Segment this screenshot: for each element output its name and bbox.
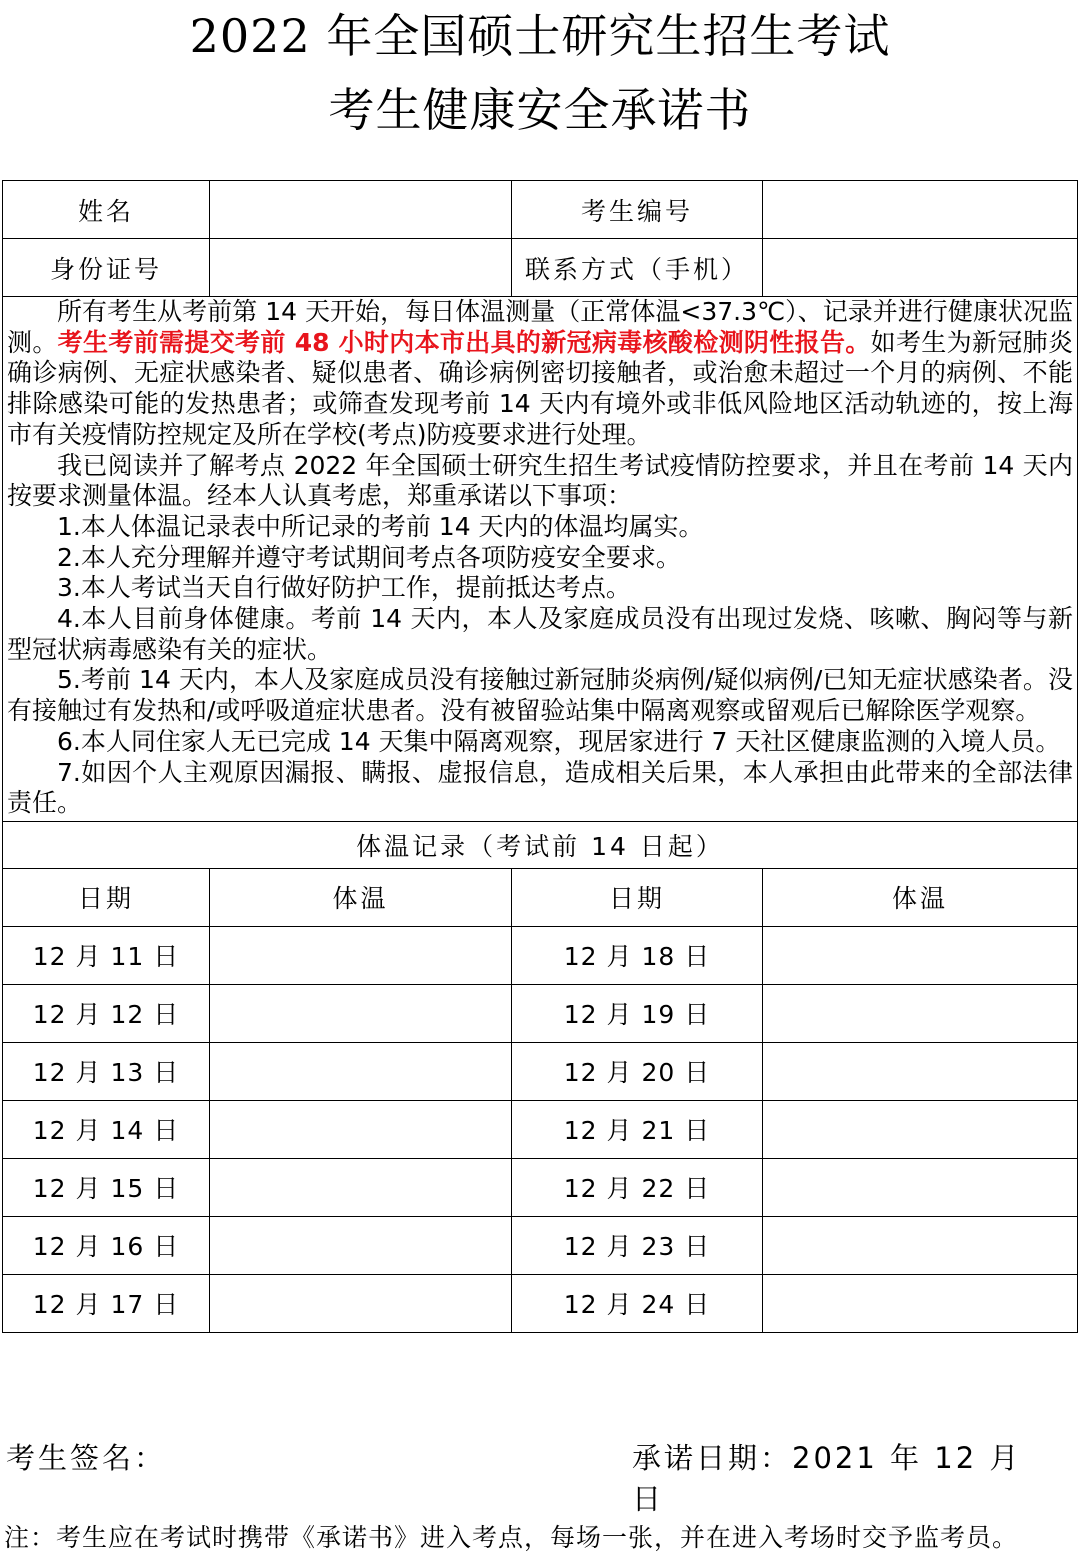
temperature-entry[interactable] xyxy=(210,1216,512,1274)
date-cell: 12 月 11 日 xyxy=(3,926,210,984)
temperature-header-row xyxy=(3,868,1078,926)
temperature-entry[interactable] xyxy=(210,1158,512,1216)
date-cell: 12 月 23 日 xyxy=(512,1216,763,1274)
date-cell: 12 月 13 日 xyxy=(3,1042,210,1100)
temperature-column-header: 体温 xyxy=(763,868,1078,926)
table-row xyxy=(3,926,1078,984)
id-number-label: 身份证号 xyxy=(3,239,210,297)
temperature-entry[interactable] xyxy=(763,1216,1078,1274)
pledge-text-row xyxy=(3,297,1078,822)
pledge-item-1: 1.本人体温记录表中所记录的考前 14 天内的体温均属实。 xyxy=(57,511,704,541)
pledge-date-prefix: 承诺日期：2021 年 12 月 xyxy=(632,1441,1022,1475)
signature-label: 考生签名： xyxy=(6,1441,167,1475)
pledge-item-3: 3.本人考试当天自行做好防护工作，提前抵达考点。 xyxy=(57,573,631,603)
pledge-item-4: 4.本人目前身体健康。考前 14 天内，本人及家庭成员没有出现过发烧、咳嗽、胸闷等与新型冠状病毒感染有关的症状。 xyxy=(7,604,1073,664)
date-cell: 12 月 21 日 xyxy=(512,1100,763,1158)
paragraph-1: 所有考生从考前第 14 天开始，每日体温测量（正常体温<37.3℃）、记录并进行健康状况监测。考生考前需提交考前 48 小时内本市出具的新冠病毒核酸检测阴性报告。如考生为新冠肺炎确诊病例、无症状感染者、疑似患者、确诊病例密切接触者，或治愈未超过一个月的病例、不能排除感染可能的发热患者；或筛查发现考前 14 天内有境外或非低风险地区活动轨迹的，按上海市有关疫情防控规定及所在学校(考点)防疫要求进行处理。 xyxy=(7,297,1073,449)
date-cell: 12 月 19 日 xyxy=(512,984,763,1042)
phone-field[interactable] xyxy=(763,239,1078,297)
temperature-entry[interactable] xyxy=(763,984,1078,1042)
exam-number-field[interactable] xyxy=(763,181,1078,239)
temperature-caption-row xyxy=(3,821,1078,868)
date-cell: 12 月 24 日 xyxy=(512,1274,763,1332)
date-column-header: 日期 xyxy=(3,868,210,926)
exam-number-label: 考生编号 xyxy=(512,181,763,239)
date-cell: 12 月 15 日 xyxy=(3,1158,210,1216)
temperature-column-header: 体温 xyxy=(210,868,512,926)
date-column-header: 日期 xyxy=(512,868,763,926)
pledge-item-6: 6.本人同住家人无已完成 14 天集中隔离观察，现居家进行 7 天社区健康监测的入境人员。 xyxy=(57,726,1061,756)
date-cell: 12 月 20 日 xyxy=(512,1042,763,1100)
date-cell: 12 月 14 日 xyxy=(3,1100,210,1158)
temperature-entry[interactable] xyxy=(763,1100,1078,1158)
date-cell: 12 月 18 日 xyxy=(512,926,763,984)
temperature-entry[interactable] xyxy=(210,1274,512,1332)
temperature-entry[interactable] xyxy=(210,926,512,984)
table-row xyxy=(3,984,1078,1042)
id-number-field[interactable] xyxy=(210,239,512,297)
date-cell: 12 月 17 日 xyxy=(3,1274,210,1332)
temperature-entry[interactable] xyxy=(763,926,1078,984)
pledge-date xyxy=(632,1436,1080,1518)
document-title-line1: 2022 年全国硕士研究生招生考试 xyxy=(189,9,891,63)
table-row xyxy=(3,1158,1078,1216)
temperature-entry[interactable] xyxy=(210,1042,512,1100)
temperature-entry[interactable] xyxy=(763,1042,1078,1100)
table-row xyxy=(3,1216,1078,1274)
paragraph-2: 我已阅读并了解考点 2022 年全国硕士研究生招生考试疫情防控要求，并且在考前 14 天内按要求测量体温。经本人认真考虑，郑重承诺以下事项： xyxy=(7,450,1073,511)
pledge-date-suffix: 日 xyxy=(632,1482,665,1516)
temperature-entry[interactable] xyxy=(210,1100,512,1158)
table-row xyxy=(3,1274,1078,1332)
nucleic-acid-requirement: 考生考前需提交考前 48 小时内本市出具的新冠病毒核酸检测阴性报告。 xyxy=(57,327,871,357)
info-row-1 xyxy=(3,181,1078,239)
pledge-text-cell xyxy=(3,297,1078,822)
pledge-item-7: 7.如因个人主观原因漏报、瞒报、虚报信息，造成相关后果，本人承担由此带来的全部法律责任。 xyxy=(7,757,1073,818)
document-title-line2: 考生健康安全承诺书 xyxy=(328,83,752,137)
table-row xyxy=(3,1100,1078,1158)
name-label: 姓名 xyxy=(3,181,210,239)
name-field[interactable] xyxy=(210,181,512,239)
info-row-2 xyxy=(3,239,1078,297)
temperature-entry[interactable] xyxy=(210,984,512,1042)
temperature-entry[interactable] xyxy=(763,1158,1078,1216)
date-cell: 12 月 22 日 xyxy=(512,1158,763,1216)
pledge-item-5: 5.考前 14 天内，本人及家庭成员没有接触过新冠肺炎病例/疑似病例/已知无症状感染者。没有接触过有发热和/或呼吸道症状患者。没有被留验站集中隔离观察或留观后已解除医学观察。 xyxy=(7,665,1073,726)
phone-label: 联系方式（手机） xyxy=(512,239,763,297)
table-row xyxy=(3,1042,1078,1100)
pledge-item-2: 2.本人充分理解并遵守考试期间考点各项防疫安全要求。 xyxy=(57,542,681,572)
pledge-form-table xyxy=(2,180,1078,1333)
temperature-entry[interactable] xyxy=(763,1274,1078,1332)
date-cell: 12 月 16 日 xyxy=(3,1216,210,1274)
date-cell: 12 月 12 日 xyxy=(3,984,210,1042)
temperature-caption: 体温记录（考试前 14 日起） xyxy=(3,821,1078,868)
footnote: 注：考生应在考试时携带《承诺书》进入考点，每场一张，并在进入考场时交予监考员。 xyxy=(4,1523,1019,1552)
